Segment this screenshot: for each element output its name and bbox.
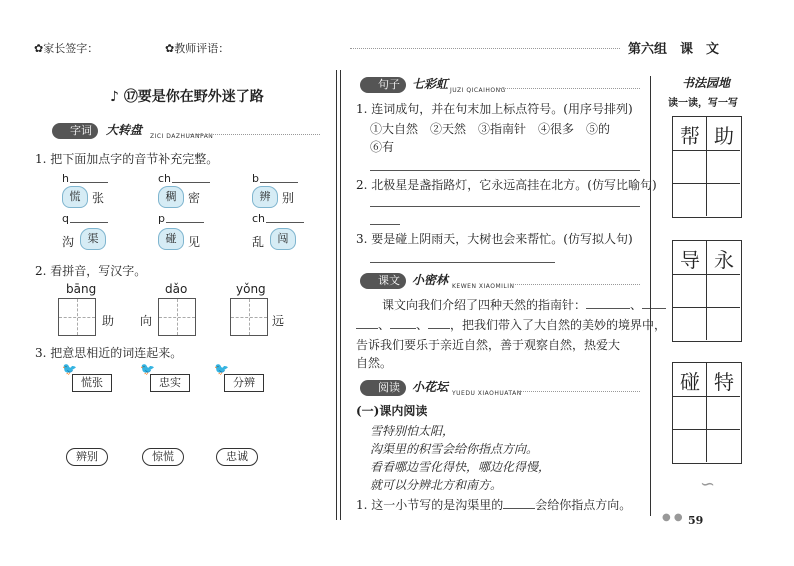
divider xyxy=(518,391,640,392)
grid-line xyxy=(672,150,740,151)
grid-line xyxy=(672,274,740,275)
syllable-blank[interactable] xyxy=(166,222,204,223)
divider xyxy=(500,88,640,89)
section-title-dazhuanpan: 大转盘 xyxy=(106,123,143,137)
section-pinyin: ZICI DAZHUANPAN xyxy=(150,133,214,140)
model-char: 导 xyxy=(680,248,700,272)
char-after: 远 xyxy=(272,314,285,328)
unit-label: 第六组 课 文 xyxy=(628,42,720,57)
blank[interactable] xyxy=(503,508,535,509)
reading-question-1: 1. 这一小节写的是沟渠里的 会给你指点方向。 xyxy=(356,498,632,512)
divider xyxy=(510,284,640,285)
parent-sign-label: ✿家长签字： xyxy=(34,42,99,55)
bird-icon: 🐦 xyxy=(62,362,77,376)
section-title-qicaihong: 七彩虹 xyxy=(412,77,449,91)
writing-cell[interactable] xyxy=(230,298,268,336)
dotted-char: 慌 xyxy=(62,186,88,208)
m-question-1-label: 1. 连词成句，并在句末加上标点符号。(用序号排列) xyxy=(356,102,633,116)
word-oval[interactable]: 忠诚 xyxy=(216,448,258,466)
page-number: 59 xyxy=(688,514,704,527)
passage-line3: 告诉我们要乐于亲近自然，善于观察自然，热爱大 xyxy=(356,338,621,352)
grid-line xyxy=(706,116,707,216)
word-rest: 沟 xyxy=(62,235,75,249)
m-question-1-line1: ①大自然 ②天然 ③指南针 ④很多 ⑤的 xyxy=(370,122,611,136)
word-rest: 张 xyxy=(92,191,105,205)
teacher-comment-label: ✿教师评语： xyxy=(165,42,230,55)
grid-line xyxy=(672,183,740,184)
lesson-title: ♪ ⑰要是你在野外迷了路 xyxy=(110,89,264,105)
section-badge-yuedu: 阅读 xyxy=(360,380,406,396)
section-badge-juzi: 句子 xyxy=(360,77,406,93)
blank[interactable] xyxy=(642,308,666,309)
right-column-divider xyxy=(650,76,651,516)
initial-ch: ch xyxy=(252,212,266,225)
m-question-3-label: 3. 要是碰上阴雨天，大树也会来帮忙。(仿写拟人句) xyxy=(356,232,633,246)
passage-line1: 课文向我们介绍了四种天然的指南针： 、 xyxy=(382,296,666,313)
word-rest: 见 xyxy=(188,235,201,249)
word-rest: 乱 xyxy=(252,235,265,249)
initial-ch: ch xyxy=(158,172,172,185)
word-rest: 别 xyxy=(282,191,295,205)
section-badge-kewen: 课文 xyxy=(360,273,406,289)
flower-icon: ✿ xyxy=(34,42,44,55)
grid-line xyxy=(672,396,740,397)
syllable-blank[interactable] xyxy=(266,222,304,223)
grid-line xyxy=(672,429,740,430)
question-1-label: 1. 把下面加点字的音节补充完整。 xyxy=(35,152,219,166)
section-badge-ciyu: 字词 xyxy=(52,123,98,139)
passage-line2: 、 、 ，把我们带入了大自然的美妙的境界中， xyxy=(356,316,666,333)
dotted-char: 稠 xyxy=(158,186,184,208)
grid-line xyxy=(706,240,707,340)
pinyin-dao: dǎo xyxy=(165,282,188,296)
model-char: 助 xyxy=(714,124,734,148)
poem-line: 沟渠里的积雪会给你指点方向。 xyxy=(370,442,539,456)
initial-b: b xyxy=(252,172,259,185)
initial-h: h xyxy=(62,172,69,185)
reading-subtitle: (一)课内阅读 xyxy=(356,404,428,418)
swirl-decoration-icon: ∽ xyxy=(700,474,716,495)
blank[interactable] xyxy=(428,328,450,329)
poem-line: 看看哪边雪化得快，哪边化得慢， xyxy=(370,460,551,474)
word-oval[interactable]: 辨别 xyxy=(66,448,108,466)
word-box[interactable]: 慌张 xyxy=(72,374,112,392)
column-divider xyxy=(336,70,337,520)
bird-icon: 🐦 xyxy=(214,362,229,376)
calligraphy-subtitle: 读一读，写一写 xyxy=(668,98,738,109)
char-after: 向 xyxy=(140,314,153,328)
grid-line xyxy=(672,307,740,308)
model-char: 帮 xyxy=(680,124,700,148)
divider xyxy=(190,134,320,135)
syllable-blank[interactable] xyxy=(260,182,298,183)
section-pinyin: KEWEN XIAOMILIN xyxy=(452,283,515,290)
syllable-blank[interactable] xyxy=(172,182,210,183)
dots-decoration-icon: ● ● xyxy=(662,512,683,523)
blank[interactable] xyxy=(586,308,630,309)
music-note-icon: ♪ xyxy=(110,89,119,105)
syllable-blank[interactable] xyxy=(70,182,108,183)
writing-cell[interactable] xyxy=(158,298,196,336)
dotted-char: 闯 xyxy=(270,228,296,250)
initial-p: p xyxy=(158,212,165,225)
model-char: 碰 xyxy=(680,370,700,394)
poem-line: 雪特别怕太阳， xyxy=(370,424,455,438)
answer-line[interactable] xyxy=(370,206,640,207)
answer-line[interactable] xyxy=(370,224,400,225)
m-question-1-line2: ⑥有 xyxy=(370,140,395,154)
dotted-char: 碰 xyxy=(158,228,184,250)
section-title-xiaohuatan: 小花坛 xyxy=(412,380,449,394)
column-divider xyxy=(340,70,341,520)
writing-cell[interactable] xyxy=(58,298,96,336)
word-box[interactable]: 忠实 xyxy=(150,374,190,392)
calligraphy-badge: 书法园地 xyxy=(682,76,731,90)
m-question-2-label: 2. 北极星是盏指路灯，它永远高挂在北方。(仿写比喻句) xyxy=(356,178,657,192)
passage-line4: 自然。 xyxy=(356,356,393,370)
blank[interactable] xyxy=(356,328,378,329)
dotted-char: 辨 xyxy=(252,186,278,208)
bird-icon: 🐦 xyxy=(140,362,155,376)
pinyin-bang: bāng xyxy=(66,282,97,296)
syllable-blank[interactable] xyxy=(70,222,108,223)
header-divider xyxy=(350,48,620,49)
model-char: 永 xyxy=(714,248,734,272)
question-3-label: 3. 把意思相近的词连起来。 xyxy=(35,346,183,360)
dotted-char: 渠 xyxy=(80,228,106,250)
model-char: 特 xyxy=(714,370,734,394)
pinyin-yong: yǒng xyxy=(236,282,266,296)
section-pinyin: YUEDU XIAOHUATAN xyxy=(452,390,522,397)
char-after: 助 xyxy=(102,314,115,328)
initial-q: q xyxy=(62,212,69,225)
word-box[interactable]: 分辨 xyxy=(224,374,264,392)
word-oval[interactable]: 惊慌 xyxy=(142,448,184,466)
flower-icon: ✿ xyxy=(165,42,175,55)
section-pinyin: JUZI QICAIHONG xyxy=(450,87,506,94)
question-2-label: 2. 看拼音，写汉字。 xyxy=(35,264,147,278)
answer-line[interactable] xyxy=(370,262,555,263)
poem-line: 就可以分辨北方和南方。 xyxy=(370,478,503,492)
blank[interactable] xyxy=(390,328,416,329)
section-title-xiaomilin: 小密林 xyxy=(412,273,449,287)
grid-line xyxy=(706,362,707,462)
word-rest: 密 xyxy=(188,191,201,205)
answer-line[interactable] xyxy=(370,170,640,171)
